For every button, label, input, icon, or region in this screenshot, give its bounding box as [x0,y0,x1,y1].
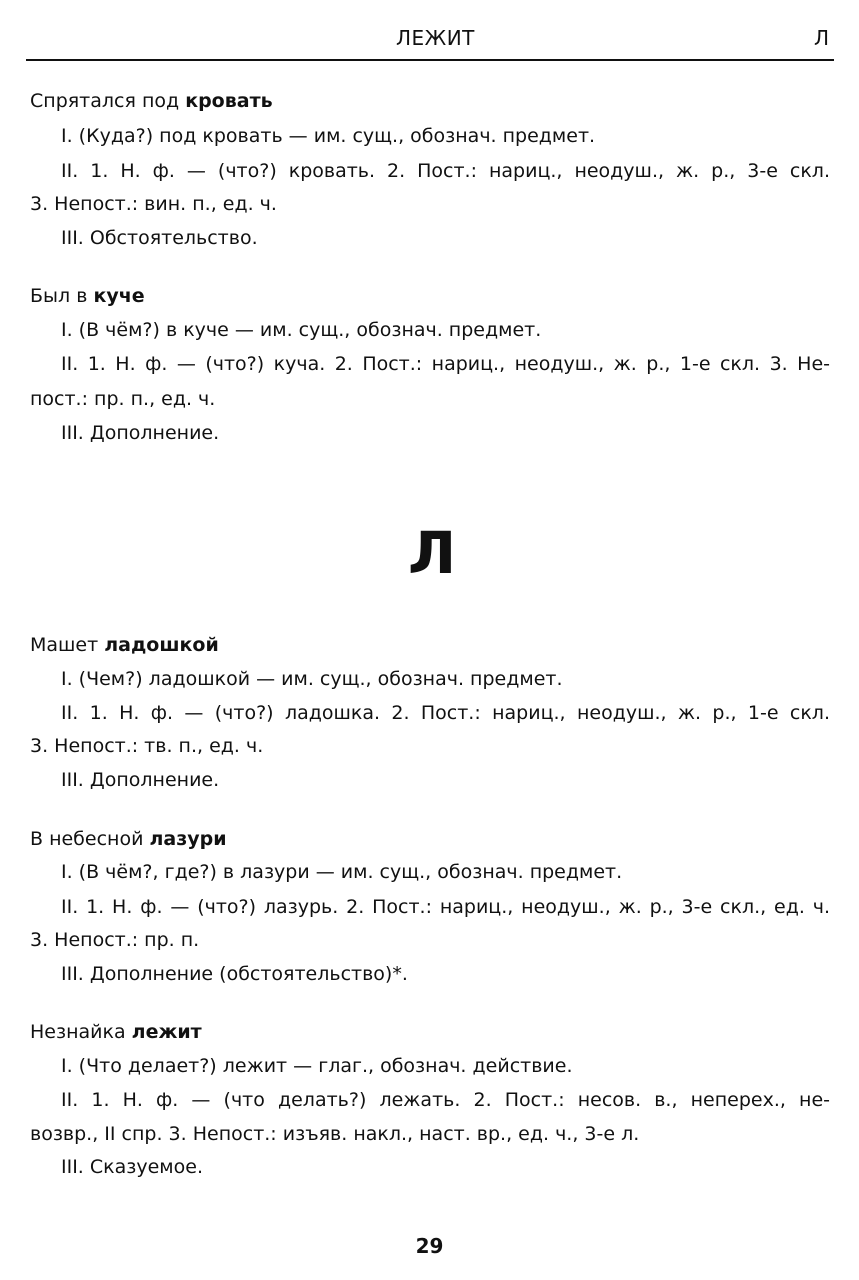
phrase-keyword: кровать [185,90,273,112]
analysis-line-4: III. Дополнение (обстоятельство)*. [61,963,408,985]
running-title: ЛЕЖИТ [396,26,475,50]
running-letter: Л [814,26,830,50]
entry-phrase [30,830,227,849]
phrase-keyword: лежит [131,1021,202,1043]
entry-phrase [30,1023,202,1042]
analysis-line-1: I. (В чём?, где?) в лазури — им. сущ., обознач. предмет. [61,861,623,883]
analysis-line-2: II. 1. Н. ф. — (что?) ладошка. 2. Пост.: нариц., неодуш., ж. р., 1-е скл. [61,702,830,724]
analysis-line-2: II. 1. Н. ф. — (что?) куча. 2. Пост.: нариц., неодуш., ж. р., 1-е скл. 3. Не- [61,353,830,375]
phrase-keyword: лазури [149,828,227,850]
analysis-line-4: III. Обстоятельство. [61,227,258,249]
phrase-prefix: Незнайка [30,1021,132,1043]
analysis-line-4: III. Дополнение. [61,422,220,444]
phrase-keyword: ладошкой [104,634,219,656]
analysis-line-3: пост.: пр. п., ед. ч. [30,388,216,410]
running-header [0,0,859,60]
entry-phrase [30,636,219,655]
entry-phrase [30,287,145,306]
analysis-line-3: 3. Непост.: пр. п. [30,929,200,951]
analysis-line-3: возвр., II спр. 3. Непост.: изъяв. накл., наст. вр., ед. ч., 3-е л. [30,1123,640,1145]
analysis-line-1: I. (Что делает?) лежит — глаг., обознач. действие. [61,1055,573,1077]
analysis-line-4: III. Дополнение. [61,769,220,791]
phrase-prefix: Машет [30,634,105,656]
entry-phrase [30,92,273,111]
analysis-line-4: III. Сказуемое. [61,1156,203,1178]
analysis-line-1: I. (В чём?) в куче — им. сущ., обознач. предмет. [61,319,542,341]
analysis-line-2: II. 1. Н. ф. — (что?) кровать. 2. Пост.: нариц., неодуш., ж. р., 3-е скл. [61,160,830,182]
header-rule [26,59,834,61]
analysis-line-1: I. (Чем?) ладошкой — им. сущ., обознач. предмет. [61,668,563,690]
page-number: 29 [415,1234,444,1258]
analysis-line-3: 3. Непост.: вин. п., ед. ч. [30,193,277,215]
phrase-prefix: Спрятался под [30,90,186,112]
analysis-line-2: II. 1. Н. ф. — (что делать?) лежать. 2. Пост.: несов. в., неперех., не- [61,1089,830,1111]
analysis-line-1: I. (Куда?) под кровать — им. сущ., обознач. предмет. [61,125,596,147]
analysis-line-3: 3. Непост.: тв. п., ед. ч. [30,735,264,757]
phrase-prefix: В небесной [30,828,150,850]
phrase-keyword: куче [93,285,145,307]
section-letter: Л [408,519,457,587]
phrase-prefix: Был в [30,285,94,307]
analysis-line-2: II. 1. Н. ф. — (что?) лазурь. 2. Пост.: нариц., неодуш., ж. р., 3-е скл., ед. ч. [61,896,830,918]
